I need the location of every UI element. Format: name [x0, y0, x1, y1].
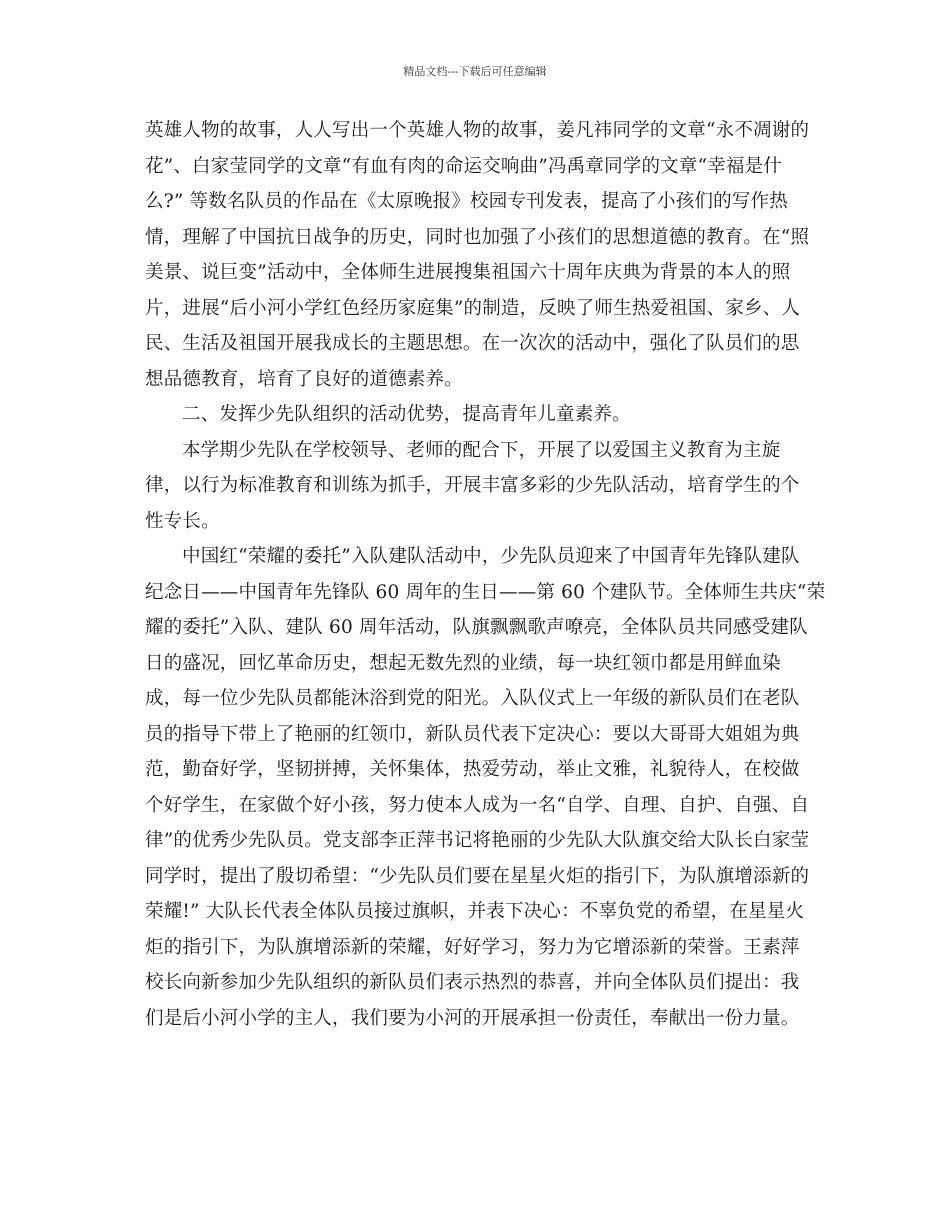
text-line: 律，以行为标准教育和训练为抓手，开展丰富多彩的少先队活动，培育学生的个 — [145, 475, 800, 496]
text-line: 片，进展“后小河小学红色经历家庭集”的制造，反映了师生热爱祖国、家乡、人 — [145, 297, 801, 319]
text-line: 校长向新参加少先队组织的新队员们表示热烈的恭喜，并向全体队员们提出：我 — [145, 972, 800, 993]
text-line: 想品德教育，培育了良好的道德素养。 — [145, 368, 463, 390]
text-line: 范，勤奋好学，坚韧拼搏，关怀集体，热爱劳动，举止文雅，礼貌待人，在校做 — [145, 759, 800, 780]
text-line: 民、生活及祖国开展我成长的主题思想。在一次次的活动中，强化了队员们的思 — [145, 333, 800, 354]
text-line: 性专长。 — [145, 510, 220, 532]
text-line: 二、发挥少先队组织的活动优势，提高青年儿童素养。 — [182, 404, 631, 425]
text-line: 日的盛况，回忆革命历史，想起无数先烈的业绩，每一块红领巾都是用鲜血染 — [145, 652, 781, 674]
text-line: 们是后小河小学的主人，我们要为小河的开展承担一份责任，奉献出一份力量。 — [145, 1007, 800, 1029]
document-body — [145, 113, 826, 1036]
text-line: 成，每一位少先队员都能沐浴到党的阳光。入队仪式上一年级的新队员们在老队 — [145, 688, 800, 709]
text-line: 炬的指引下，为队旗增添新的荣耀，好好学习，努力为它增添新的荣誉。王素萍 — [145, 936, 800, 958]
text-line: 美景、说巨变”活动中，全体师生进展搜集祖国六十周年庆典为背景的本人的照 — [145, 262, 791, 283]
page-header: 精品文档---下载后可任意编辑 — [403, 65, 547, 78]
text-line: 员的指导下带上了艳丽的红领巾，新队员代表下定决心：要以大哥哥大姐姐为典 — [145, 723, 800, 745]
text-line: 中国红“荣耀的委托”入队建队活动中，少先队员迎来了中国青年先锋队建队 — [182, 546, 800, 567]
text-line: 英雄人物的故事，人人写出一个英雄人物的故事，姜凡祎同学的文章“永不凋谢的 — [145, 120, 810, 141]
text-line: 纪念日——中国青年先锋队 60 周年的生日——第 60 个建队节。全体师生共庆“荣 — [145, 581, 826, 603]
text-line: 情，理解了中国抗日战争的历史，同时也加强了小孩们的思想道德的教育。在“照 — [145, 226, 810, 248]
text-line: 律”的优秀少先队员。党支部李正萍书记将艳丽的少先队大队旗交给大队长白家莹 — [145, 830, 810, 851]
text-line: 个好学生，在家做个好小孩，努力使本人成为一名“自学、自理、自护、自强、自 — [145, 794, 810, 816]
text-line: 本学期少先队在学校领导、老师的配合下，开展了以爱国主义教育为主旋 — [182, 439, 781, 461]
text-line: 荣耀!” 大队长代表全体队员接过旗帜，并表下决心：不辜负党的希望，在星星火 — [145, 901, 805, 922]
text-line: 同学时，提出了殷切希望：“少先队员们要在星星火炬的指引下，为队旗增添新的 — [145, 865, 810, 887]
text-line: 耀的委托”入队、建队 60 周年活动，队旗飘飘歌声嘹亮，全体队员共同感受建队 — [145, 617, 808, 638]
text-line: 花”、白家莹同学的文章“有血有肉的命运交响曲”冯禹章同学的文章“幸福是什 — [145, 155, 783, 177]
text-line: 么?” 等数名队员的作品在《太原晚报》校园专刊发表，提高了小孩们的写作热 — [145, 191, 788, 212]
